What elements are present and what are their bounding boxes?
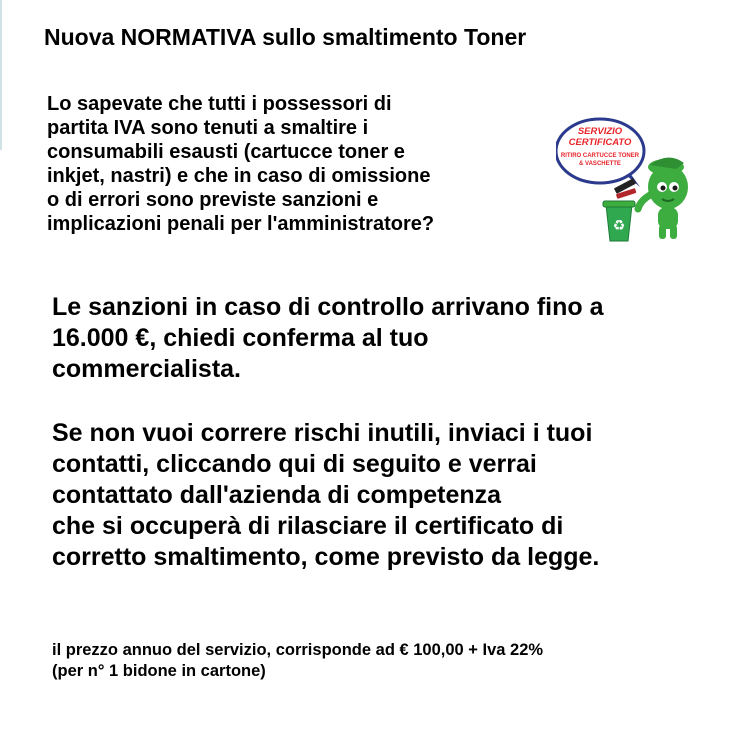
intro-line: consumabili esausti (cartucce toner e [47, 141, 405, 163]
paragraph-line: corretto smaltimento, come previsto da legge. [52, 543, 600, 571]
paragraph-line: commercialista. [52, 355, 241, 383]
intro-line: inkjet, nastri) e che in caso di omissione [47, 165, 431, 187]
paragraph-line: Le sanzioni in caso di controllo arrivano fino a [52, 293, 604, 321]
paragraph-line: contattato dall'azienda di competenza [52, 481, 502, 509]
contact-paragraph [52, 418, 599, 573]
badge-line4: & VASCHETTE [579, 161, 621, 167]
paragraph-line: Se non vuoi correre rischi inutili, inviaci i tuoi [52, 419, 593, 447]
price-note [52, 640, 543, 682]
intro-line: o di errori sono previste sanzioni e [47, 189, 379, 211]
service-badge-illustration [556, 117, 696, 250]
page-title: Nuova NORMATIVA sullo smaltimento Toner [44, 24, 527, 50]
badge-line1: SERVIZIO [577, 126, 623, 137]
svg-text:♻: ♻ [612, 218, 626, 234]
intro-line: implicazioni penali per l'amministratore? [47, 213, 435, 235]
badge-line2: CERTIFICATO [568, 137, 632, 148]
sanctions-paragraph [52, 292, 603, 385]
paragraph-line: che si occuperà di rilasciare il certificato di [52, 512, 564, 540]
price-line: il prezzo annuo del servizio, corrisponde ad € 100,00 + Iva 22% [52, 641, 544, 659]
intro-text [47, 92, 547, 236]
intro-line: Lo sapevate che tutti i possessori di [47, 93, 392, 115]
intro-line: partita IVA sono tenuti a smaltire i [47, 117, 369, 139]
paragraph-line: contatti, cliccando qui di seguito e verrai [52, 450, 537, 478]
price-line: (per n° 1 bidone in cartone) [52, 662, 266, 680]
recycling-mascot-icon [556, 117, 696, 245]
left-divider [0, 0, 2, 150]
paragraph-line: 16.000 €, chiedi conferma al tuo [52, 324, 429, 352]
badge-line3: RITIRO CARTUCCE TONER [560, 153, 640, 159]
